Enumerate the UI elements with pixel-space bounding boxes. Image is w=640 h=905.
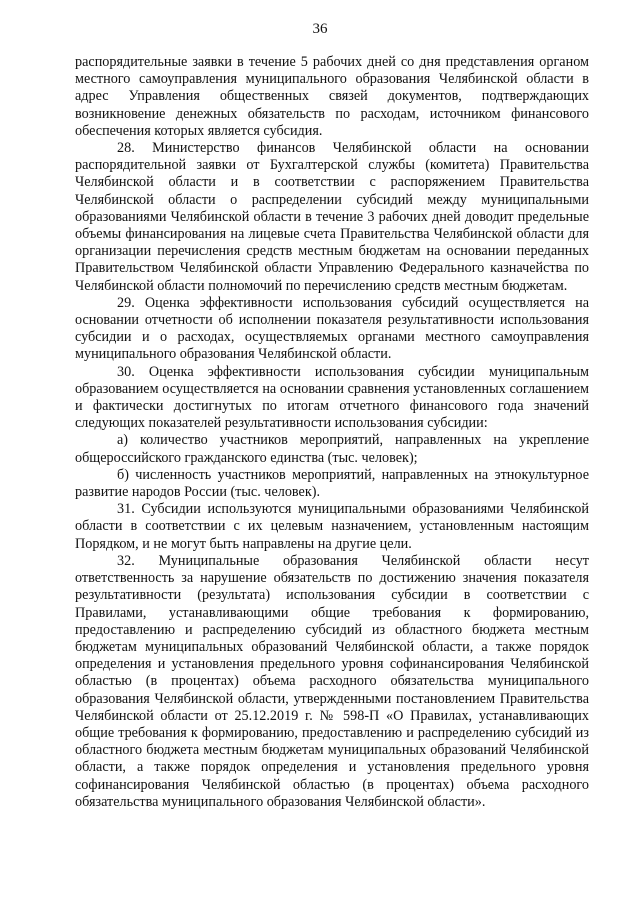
paragraph-31: 31. Субсидии используются муниципальными образованиями Челябинской области в соответствии с их целевым назначением, установленным настоящим Порядком, и не могут быть направлены на другие цели. [75,501,589,552]
paragraph-30-item-b: б) численность участников мероприятий, направленных на этнокультурное развитие народов России (тыс. человек). [75,466,589,501]
paragraph-27-continuation: распорядительные заявки в течение 5 рабочих дней со дня представления органом местного самоуправления муниципального образования Челябинской области в адрес Управления общественных связей документов, подтверждающих возникновение денежных обязательств по расходам, источником финансового обеспечения которых является субсидия. [75,54,589,139]
paragraph-28: 28. Министерство финансов Челябинской области на основании распорядительной заявки от Бухгалтерской службы (комитета) Правительства Челябинской области и в соответствии с распоряжением Правительства Челябинской области о распределении субсидий между муниципальными образованиями Челябинской области в течение 3 рабочих дней доводит предельные объемы финансирования на лицевые счета Правительства Челябинской области для организации перечисления средств местным бюджетам на основании переданных Правительством Челябинской области Управлению Федерального казначейства по Челябинской области полномочий по перечислению средств местным бюджетам. [75,140,589,294]
paragraph-32: 32. Муниципальные образования Челябинской области несут ответственность за нарушение обязательств по достижению значения показателя результативности (результата) использования субсидии в соответствии с Правилами, устанавливающими общие требования к формированию, предоставлению и распределению субсидий из областного бюджета местным бюджетам муниципальных образований Челябинской области, а также порядок определения и установления предельного уровня софинансирования Челябинской областью (в процентах) объема расходного обязательства муниципального образования Челябинской области, утвержденными постановлением Правительства Челябинской области от 25.12.2019 г. № 598-П «О Правилах, устанавливающих общие требования к формированию, предоставлению и распределению субсидий из областного бюджета местным бюджетам муниципальных образований Челябинской области, а также порядок определения и установления предельного уровня софинансирования Челябинской областью (в процентах) объема расходного обязательства муниципального образования Челябинской области». [75,552,589,810]
paragraph-29: 29. Оценка эффективности использования субсидий осуществляется на основании отчетности об исполнении показателя результативности использования субсидии и о расходах, осуществляемых органами местного самоуправления муниципального образования Челябинской области. [75,294,589,363]
paragraph-30-item-a: а) количество участников мероприятий, направленных на укрепление общероссийского гражданского единства (тыс. человек); [75,432,589,466]
document-body [75,54,589,811]
page-number: 36 [312,21,328,37]
paragraph-30: 30. Оценка эффективности использования субсидии муниципальным образованием осуществляется на основании сравнения установленных соглашением и фактически достигнутых по итогам отчетного финансового года значений следующих показателей результативности использования субсидии: [75,363,589,432]
